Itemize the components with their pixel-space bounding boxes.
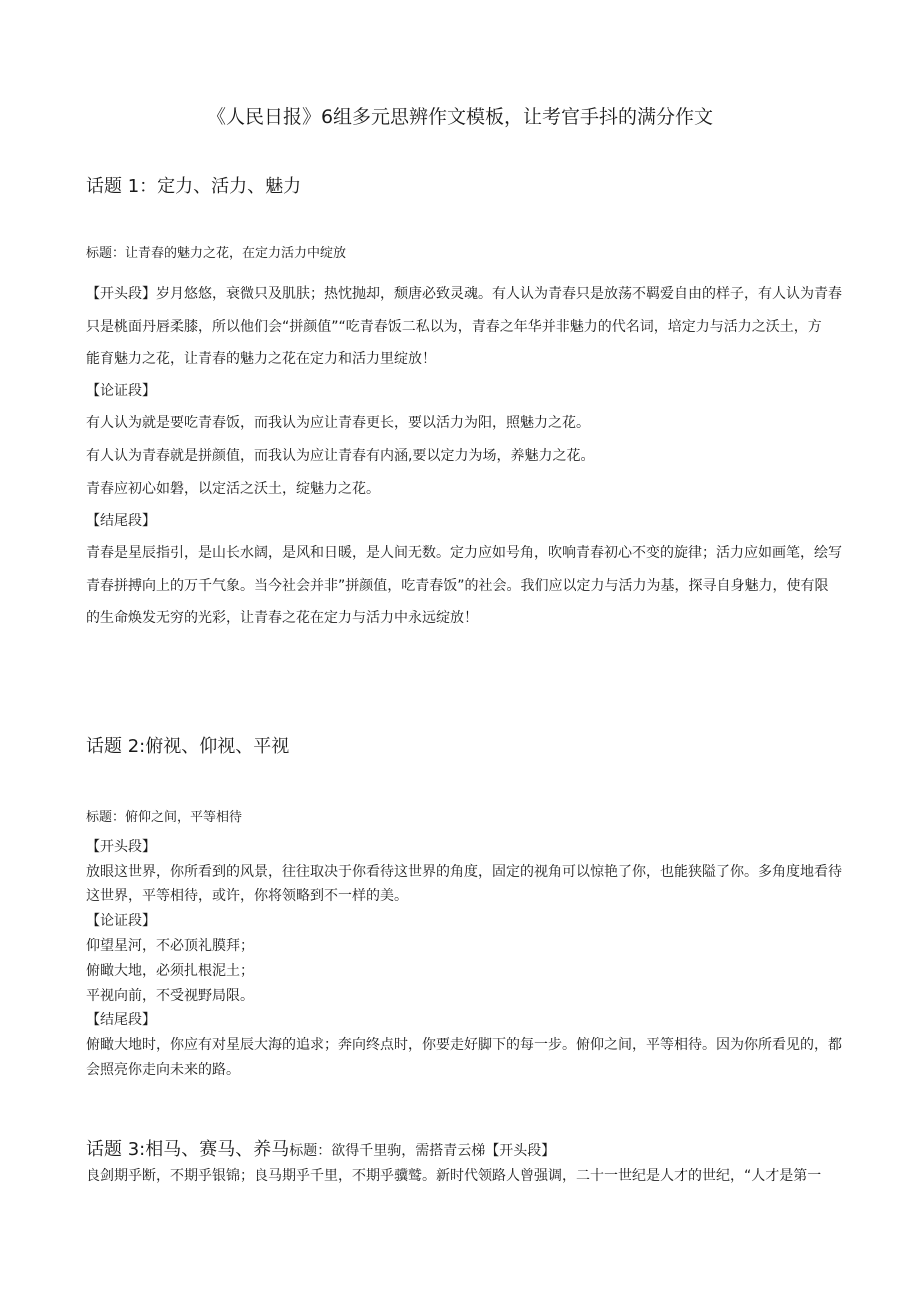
topic2-end-line-2: 会照亮你走向未来的路。 xyxy=(86,1062,240,1078)
topic2-end-label: 【结尾段】 xyxy=(86,1012,156,1028)
topic1-end-line-1: 青春是星辰指引，是山长水阔，是风和日暖，是人间无数。定力应如号角，吹响青春初心不变的旋律；活力应如画笔，绘写 xyxy=(86,545,842,561)
topic2-open-line-2: 这世界，平等相待，或许，你将领略到不一样的美。 xyxy=(86,888,408,904)
topic2-title: 标题：俯仰之间，平等相待 xyxy=(86,810,243,825)
topic1-argue-line-2: 有人认为青春就是拼颜值，而我认为应让青春有内涵,要以定力为场，养魅力之花。 xyxy=(86,448,595,464)
topic1-open-line-3: 能育魅力之花，让青春的魅力之花在定力和活力里绽放！ xyxy=(86,351,436,367)
topic1-end-label: 【结尾段】 xyxy=(86,513,156,529)
topic2-argue-line-2: 俯瞰大地，必须扎根泥土； xyxy=(86,963,254,979)
topic1-end-line-3: 的生命焕发无穷的光彩，让青春之花在定力与活力中永远绽放！ xyxy=(86,610,478,626)
topic3-inline-title: 标题：欲得千里驹，需搭青云梯【开头段】 xyxy=(289,1143,556,1159)
topic2-argue-line-1: 仰望星河，不必顶礼膜拜； xyxy=(86,938,254,954)
topic2-heading: 话题 2:俯视、仰视、平视 xyxy=(86,736,290,757)
topic2-argue-line-3: 平视向前，不受视野局限。 xyxy=(86,988,254,1004)
topic1-argue-label: 【论证段】 xyxy=(86,383,156,399)
topic1-argue-line-1: 有人认为就是要吃青春饭，而我认为应让青春更长，要以活力为阳，照魅力之花。 xyxy=(86,415,590,431)
topic1-argue-line-3: 青春应初心如磐，以定活之沃土，绽魅力之花。 xyxy=(86,481,380,497)
topic1-open-label: 【开头段】 xyxy=(86,286,156,302)
topic1-title: 标题：让青春的魅力之花，在定力活力中绽放 xyxy=(86,246,347,261)
topic3-heading: 话题 3:相马、赛马、养马 xyxy=(86,1139,290,1160)
topic3-open-line-1: 良剑期乎断，不期乎银锦；良马期乎千里，不期乎骥鹫。新时代领路人曾强调，二十一世纪是人才的世纪，“人才是第一 xyxy=(86,1168,822,1184)
topic2-open-label: 【开头段】 xyxy=(86,839,156,855)
document-title: 《人民日报》6组多元思辨作文模板，让考官手抖的满分作文 xyxy=(206,106,714,128)
topic1-open-line-1: 岁月悠悠，衰微只及肌肤；热忱抛却，颓唐必致灵魂。有人认为青春只是放荡不羁爱自由的样子，有人认为青春 xyxy=(156,286,842,302)
topic1-heading: 话题 1：定力、活力、魅力 xyxy=(86,176,302,197)
topic2-end-line-1: 俯瞰大地时，你应有对星辰大海的追求；奔向终点时，你要走好脚下的每一步。俯仰之间，平等相待。因为你所看见的，都 xyxy=(86,1037,842,1053)
topic1-open-line-2: 只是桃面丹唇柔膝，所以他们会“拼颜值”“吃青春饭二私以为，青春之年华并非魅力的代名词，培定力与活力之沃土，方 xyxy=(86,319,822,335)
topic2-open-line-1: 放眼这世界，你所看到的风景，往往取决于你看待这世界的角度，固定的视角可以惊艳了你，也能狭隘了你。多角度地看待 xyxy=(86,864,842,880)
topic1-end-line-2: 青春拼搏向上的万千气象。当今社会并非”拼颜值，吃青春饭”的社会。我们应以定力与活力为基，探寻自身魅力，使有限 xyxy=(86,578,829,594)
topic2-argue-label: 【论证段】 xyxy=(86,913,156,929)
